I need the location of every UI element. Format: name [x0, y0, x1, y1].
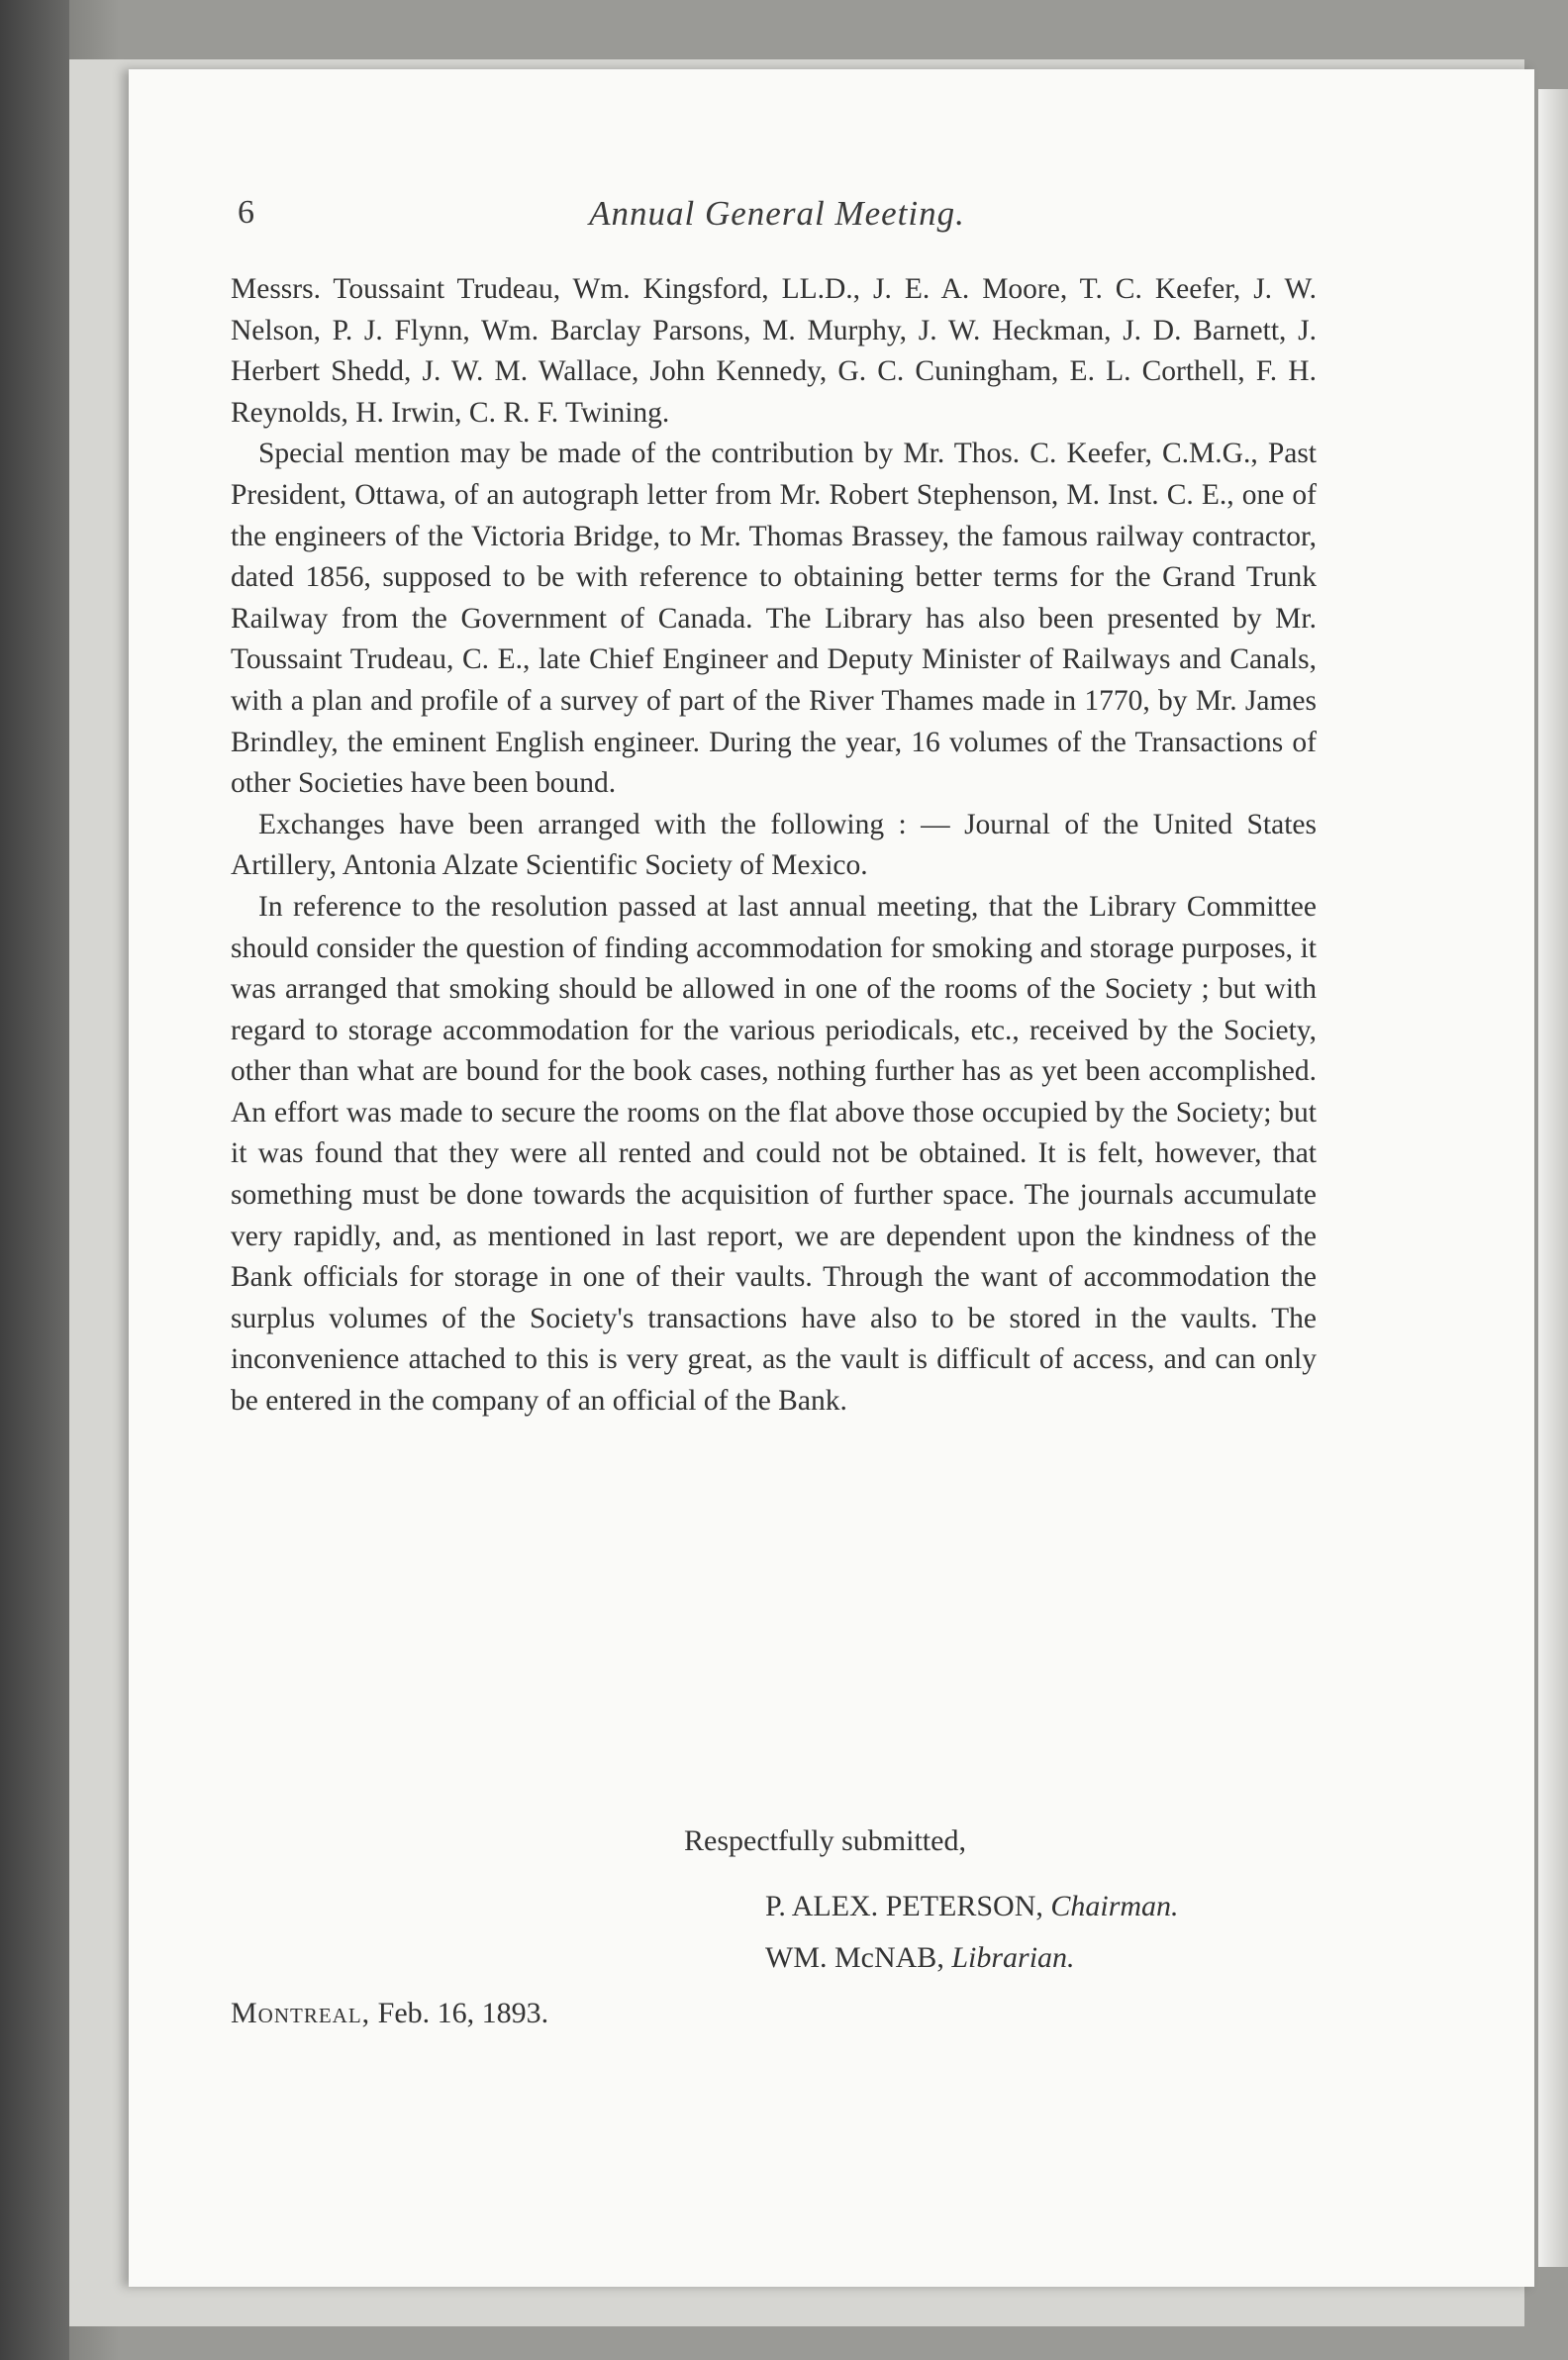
signer-librarian: [765, 1936, 1075, 1980]
special-mention-paragraph: Special mention may be made of the contribution by Mr. Thos. C. Keefer, C.M.G., Past President, Ottawa, of an autograph letter from Mr. Robert Stephenson, M. Inst. C. E., one of the engineers of the Victoria Bridge, to Mr. Thomas Brassey, the famous railway contractor, dated 1856, supposed to be with reference to obtaining better terms for the Grand Trunk Railway from the Government of Canada. The Library has also been presented by Mr. Toussaint Trudeau, C. E., late Chief Engineer and Deputy Minister of Railways and Canals, with a plan and profile of a survey of part of the River Thames made in 1770, by Mr. James Brindley, the eminent English engineer. During the year, 16 volumes of the Transactions of other Societies have been bound.: [231, 438, 1317, 800]
salutation: Respectfully submitted,: [684, 1824, 966, 1857]
running-title: Annual General Meeting.: [589, 194, 965, 233]
signer-chairman-title: Chairman.: [1050, 1890, 1179, 1922]
signer-chairman: [765, 1885, 1179, 1928]
members-list-paragraph: Messrs. Toussaint Trudeau, Wm. Kingsford, LL.D., J. E. A. Moore, T. C. Keefer, J. W. Nelson, P. J. Flynn, Wm. Barclay Parsons, M. Murphy, J. W. Heckman, J. D. Barnett, J. Herbert Shedd, J. W. M. Wallace, John Kennedy, G. C. Cuningham, E. L. Corthell, F. H. Reynolds, H. Irwin, C. R. F. Twining.: [231, 273, 1317, 429]
page-header: [238, 194, 1317, 253]
page-edge: [1538, 89, 1568, 2267]
signer-librarian-title: Librarian.: [951, 1941, 1075, 1974]
place: Montreal,: [231, 1997, 371, 2029]
exchanges-paragraph: Exchanges have been arranged with the following : — Journal of the United States Artillery, Antonia Alzate Scientific Society of Mexico.: [231, 808, 1317, 882]
accommodation-paragraph: In reference to the resolution passed at last annual meeting, that the Library Committee should consider the question of finding accommodation for smoking and storage purposes, it was arranged that smoking should be allowed in one of the rooms of the Society ; but with regard to storage accommodation for the various periodicals, etc., received by the Society, other than what are bound for the book cases, nothing further has as yet been accomplished. An effort was made to secure the rooms on the flat above those occupied by the Society; but it was found that they were all rented and could not be obtained. It is felt, however, that something must be done towards the acquisition of further space. The journals accumulate very rapidly, and, as mentioned in last report, we are dependent upon the kindness of the Bank officials for storage in one of their vaults. Through the want of accommodation the surplus volumes of the Society's transactions have also to be stored in the vaults. The inconvenience attached to this is very great, as the vault is difficult of access, and can only be entered in the company of an official of the Bank.: [231, 890, 1317, 1418]
date: Feb. 16, 1893.: [377, 1997, 549, 2029]
signer-librarian-name: WM. McNAB,: [765, 1941, 944, 1974]
place-and-date: [231, 1992, 548, 2035]
book-binding-shadow: [0, 0, 69, 2360]
signer-chairman-name: P. ALEX. PETERSON,: [765, 1890, 1043, 1922]
report-body: [231, 269, 1317, 1423]
page-number: 6: [238, 194, 254, 231]
